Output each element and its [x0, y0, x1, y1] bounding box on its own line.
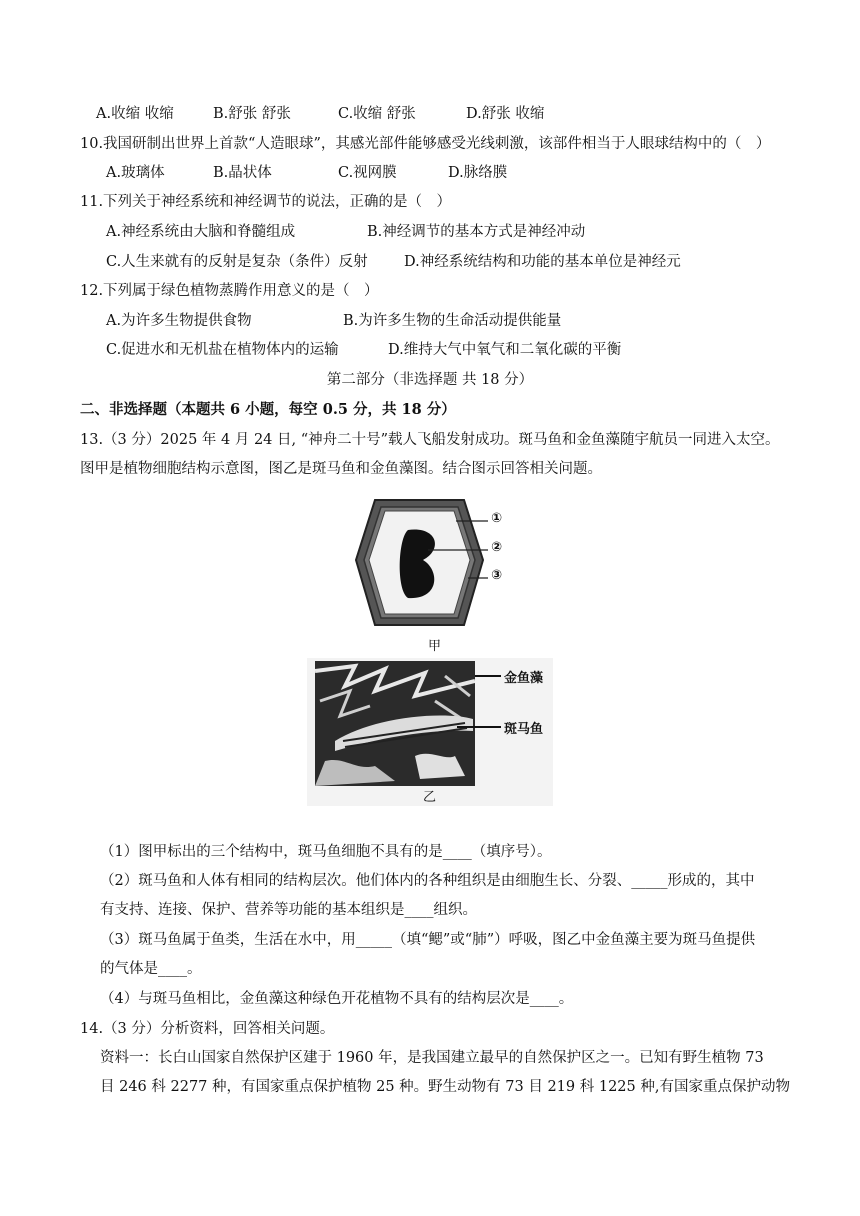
zebrafish-leader-line	[457, 726, 501, 728]
q9-option-d: D.舒张 收缩	[466, 106, 545, 122]
figure-a-label-2: ②	[491, 540, 503, 555]
q13-sub3-line2: 的气体是____。	[100, 961, 202, 977]
q12-option-d: D.维持大气中氧气和二氧化碳的平衡	[388, 342, 622, 358]
q11-option-c: C.人生来就有的反射是复杂（条件）反射	[106, 254, 368, 270]
q9-option-b: B.舒张 舒张	[213, 106, 291, 122]
q13-stem-line1: 13.（3 分）2025 年 4 月 24 日, “神舟二十号”载人飞船发射成功。斑马鱼和金鱼藻随宇航员一同进入太空。	[80, 432, 780, 448]
figure-a-label-3: ③	[491, 568, 503, 583]
q10-option-c: C.视网膜	[338, 165, 397, 181]
figure-b-photo	[307, 658, 553, 806]
figure-a-plant-cell	[348, 490, 528, 655]
q10-option-b: B.晶状体	[213, 165, 272, 181]
figure-b-label-hornwort: 金鱼藻	[504, 671, 544, 686]
zebrafish-hornwort-image	[315, 661, 475, 786]
figure-b-caption: 乙	[423, 790, 437, 805]
q14-stem: 14.（3 分）分析资料，回答相关问题。	[80, 1021, 335, 1037]
q13-sub2-line1: （2）斑马鱼和人体有相同的结构层次。他们体内的各种组织是由细胞生长、分裂、_____形成的，其中	[100, 873, 755, 889]
q11-stem: 11.下列关于神经系统和神经调节的说法，正确的是（ ）	[80, 194, 452, 210]
hornwort-leader-line	[475, 675, 501, 677]
q10-option-a: A.玻璃体	[106, 165, 165, 181]
part2-title: 第二部分（非选择题 共 18 分）	[326, 372, 534, 388]
figure-b-label-zebrafish: 斑马鱼	[504, 722, 544, 737]
q11-option-a: A.神经系统由大脑和脊髓组成	[106, 224, 296, 240]
q10-option-d: D.脉络膜	[448, 165, 508, 181]
q13-sub1: （1）图甲标出的三个结构中，斑马鱼细胞不具有的是____（填序号）。	[100, 844, 552, 860]
q10-stem: 10.我国研制出世界上首款“人造眼球”，其感光部件能够感受光线刺激，该部件相当于人眼球结构中的（ ）	[80, 136, 771, 152]
figure-a-label-1: ①	[491, 511, 503, 526]
q14-material-line2: 目 246 科 2277 种，有国家重点保护植物 25 种。野生动物有 73 目 219 科 1225 种,有国家重点保护动物	[100, 1079, 790, 1095]
q9-option-c: C.收缩 舒张	[338, 106, 416, 122]
q12-option-c: C.促进水和无机盐在植物体内的运输	[106, 342, 339, 358]
section2-title: 二、非选择题（本题共 6 小题，每空 0.5 分，共 18 分）	[80, 401, 456, 418]
figure-a-caption: 甲	[428, 639, 442, 654]
q11-option-b: B.神经调节的基本方式是神经冲动	[367, 224, 586, 240]
q14-material-line1: 资料一：长白山国家自然保护区建于 1960 年，是我国建立最早的自然保护区之一。已知有野生植物 73	[100, 1050, 764, 1066]
q9-option-a: A.收缩 收缩	[96, 106, 174, 122]
q12-option-b: B.为许多生物的生命活动提供能量	[343, 313, 562, 329]
q13-sub2-line2: 有支持、连接、保护、营养等功能的基本组织是____组织。	[100, 902, 477, 918]
q13-stem-line2: 图甲是植物细胞结构示意图，图乙是斑马鱼和金鱼藻图。结合图示回答相关问题。	[80, 461, 602, 477]
q12-option-a: A.为许多生物提供食物	[106, 313, 252, 329]
q13-sub3-line1: （3）斑马鱼属于鱼类，生活在水中，用_____（填“鳃”或“肺”）呼吸，图乙中金鱼藻主要为斑马鱼提供	[100, 932, 756, 948]
q11-option-d: D.神经系统结构和功能的基本单位是神经元	[404, 254, 681, 270]
q12-stem: 12.下列属于绿色植物蒸腾作用意义的是（ ）	[80, 283, 379, 299]
q13-sub4: （4）与斑马鱼相比，金鱼藻这种绿色开花植物不具有的结构层次是____。	[100, 991, 574, 1007]
